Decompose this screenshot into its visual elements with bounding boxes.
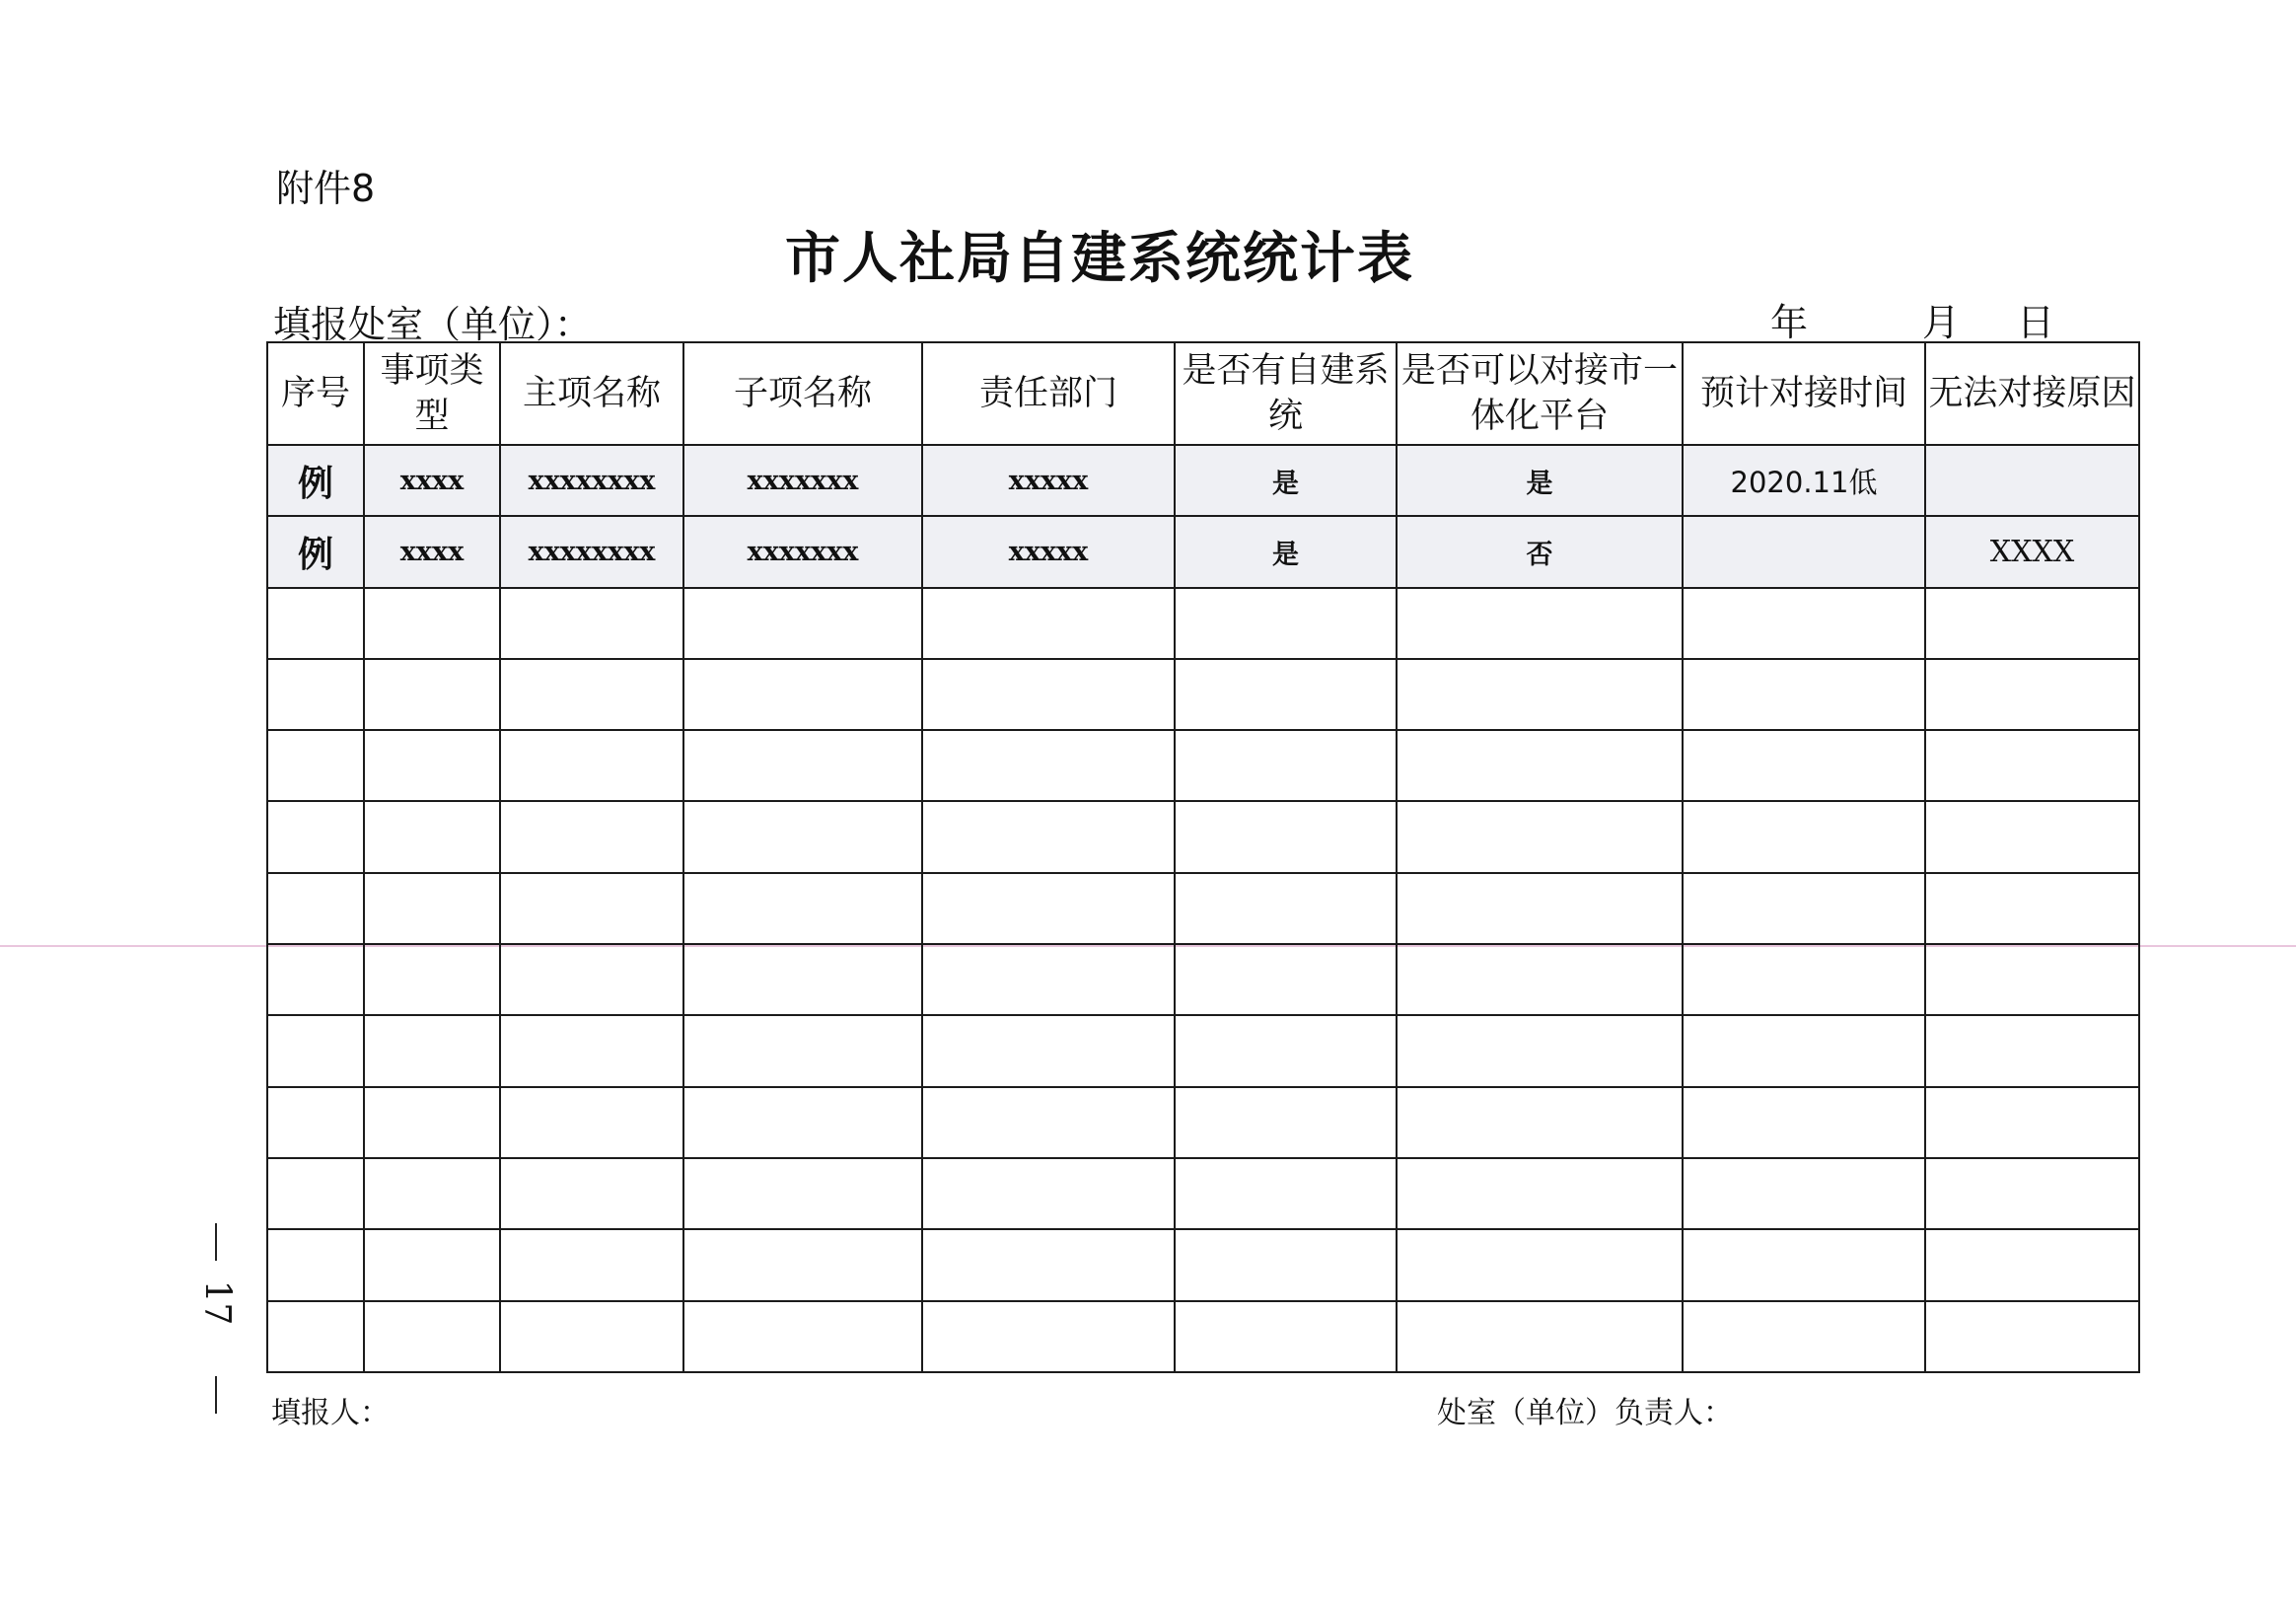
blank-cell-reason[interactable] <box>1925 1229 2139 1300</box>
blank-cell-has-system[interactable] <box>1175 873 1397 944</box>
column-header-index: 序号 <box>267 342 364 445</box>
example-row <box>267 516 2139 587</box>
blank-cell-sub-item[interactable] <box>683 1229 922 1300</box>
cell-planned-time: 2020.11低 <box>1683 445 1925 516</box>
blank-cell-reason[interactable] <box>1925 1087 2139 1158</box>
cell-main-item: xxxxxxxx <box>500 445 683 516</box>
blank-cell-can-connect[interactable] <box>1397 1301 1683 1372</box>
blank-cell-reason[interactable] <box>1925 588 2139 659</box>
column-header-reason: 无法对接原因 <box>1925 342 2139 445</box>
blank-cell-can-connect[interactable] <box>1397 1087 1683 1158</box>
blank-cell-has-system[interactable] <box>1175 944 1397 1015</box>
blank-cell-item-type[interactable] <box>364 659 500 730</box>
date-year: 年 <box>1770 301 1809 344</box>
table-row <box>267 659 2139 730</box>
blank-cell-reason[interactable] <box>1925 659 2139 730</box>
blank-cell-main-item[interactable] <box>500 659 683 730</box>
blank-cell-planned-time[interactable] <box>1683 873 1925 944</box>
blank-cell-has-system[interactable] <box>1175 730 1397 801</box>
blank-cell-can-connect[interactable] <box>1397 1015 1683 1086</box>
page-number-text: 17 <box>196 1279 238 1326</box>
blank-cell-item-type[interactable] <box>364 1015 500 1086</box>
column-header-main-item: 主项名称 <box>500 342 683 445</box>
table-row <box>267 1229 2139 1300</box>
date-day: 日 <box>2017 301 2055 344</box>
blank-cell-item-type[interactable] <box>364 1087 500 1158</box>
blank-cell-sub-item[interactable] <box>683 873 922 944</box>
blank-cell-sub-item[interactable] <box>683 730 922 801</box>
column-header-sub-item: 子项名称 <box>683 342 922 445</box>
blank-cell-has-system[interactable] <box>1175 1301 1397 1372</box>
blank-cell-index[interactable] <box>267 944 364 1015</box>
blank-cell-can-connect[interactable] <box>1397 1158 1683 1229</box>
blank-cell-department[interactable] <box>922 659 1175 730</box>
cell-can-connect: 是 <box>1397 445 1683 516</box>
blank-cell-department[interactable] <box>922 588 1175 659</box>
blank-cell-main-item[interactable] <box>500 1229 683 1300</box>
blank-cell-sub-item[interactable] <box>683 588 922 659</box>
fill-department-label: 填报处室（单位）： <box>273 303 593 346</box>
date-line <box>1770 292 2054 346</box>
blank-cell-index[interactable] <box>267 1158 364 1229</box>
blank-cell-sub-item[interactable] <box>683 1301 922 1372</box>
column-header-can-connect: 是否可以对接市一体化平台 <box>1397 342 1683 445</box>
blank-cell-item-type[interactable] <box>364 1229 500 1300</box>
blank-cell-planned-time[interactable] <box>1683 1015 1925 1086</box>
blank-cell-item-type[interactable] <box>364 944 500 1015</box>
blank-cell-item-type[interactable] <box>364 588 500 659</box>
blank-cell-main-item[interactable] <box>500 944 683 1015</box>
blank-cell-sub-item[interactable] <box>683 944 922 1015</box>
blank-cell-has-system[interactable] <box>1175 588 1397 659</box>
cell-has-system: 是 <box>1175 516 1397 587</box>
blank-cell-planned-time[interactable] <box>1683 659 1925 730</box>
column-header-department: 责任部门 <box>922 342 1175 445</box>
cell-planned-time <box>1683 516 1925 587</box>
cell-index: 例 <box>267 516 364 587</box>
table-row <box>267 1301 2139 1372</box>
blank-cell-sub-item[interactable] <box>683 659 922 730</box>
blank-cell-can-connect[interactable] <box>1397 801 1683 872</box>
blank-cell-index[interactable] <box>267 588 364 659</box>
blank-cell-can-connect[interactable] <box>1397 730 1683 801</box>
blank-cell-has-system[interactable] <box>1175 1158 1397 1229</box>
blank-cell-main-item[interactable] <box>500 1158 683 1229</box>
cell-department: xxxxx <box>922 516 1175 587</box>
blank-cell-index[interactable] <box>267 1229 364 1300</box>
blank-cell-department[interactable] <box>922 1229 1175 1300</box>
blank-cell-department[interactable] <box>922 1158 1175 1229</box>
blank-cell-has-system[interactable] <box>1175 1229 1397 1300</box>
cell-reason: XXXX <box>1925 516 2139 587</box>
blank-cell-index[interactable] <box>267 1301 364 1372</box>
cell-sub-item: xxxxxxx <box>683 445 922 516</box>
blank-cell-planned-time[interactable] <box>1683 944 1925 1015</box>
blank-cell-has-system[interactable] <box>1175 659 1397 730</box>
statistics-table <box>266 341 2140 1373</box>
table-row <box>267 1158 2139 1229</box>
page-number-dash <box>215 1376 217 1414</box>
blank-cell-department[interactable] <box>922 1015 1175 1086</box>
blank-cell-planned-time[interactable] <box>1683 1301 1925 1372</box>
blank-cell-can-connect[interactable] <box>1397 659 1683 730</box>
blank-cell-index[interactable] <box>267 730 364 801</box>
blank-cell-has-system[interactable] <box>1175 1015 1397 1086</box>
responsible-label: 处室（单位）负责人： <box>1437 1396 1733 1430</box>
blank-cell-planned-time[interactable] <box>1683 801 1925 872</box>
cell-main-item: xxxxxxxx <box>500 516 683 587</box>
blank-cell-department[interactable] <box>922 1087 1175 1158</box>
table-row <box>267 1015 2139 1086</box>
column-header-item-type: 事项类型 <box>364 342 500 445</box>
blank-cell-reason[interactable] <box>1925 730 2139 801</box>
blank-cell-reason[interactable] <box>1925 1301 2139 1372</box>
blank-cell-main-item[interactable] <box>500 1087 683 1158</box>
cell-reason <box>1925 445 2139 516</box>
table-row <box>267 1087 2139 1158</box>
cell-has-system: 是 <box>1175 445 1397 516</box>
blank-cell-index[interactable] <box>267 659 364 730</box>
blank-cell-can-connect[interactable] <box>1397 588 1683 659</box>
blank-cell-planned-time[interactable] <box>1683 588 1925 659</box>
blank-cell-item-type[interactable] <box>364 1158 500 1229</box>
blank-cell-planned-time[interactable] <box>1683 1229 1925 1300</box>
cell-item-type: xxxx <box>364 516 500 587</box>
blank-cell-has-system[interactable] <box>1175 1087 1397 1158</box>
blank-cell-main-item[interactable] <box>500 873 683 944</box>
blank-cell-department[interactable] <box>922 873 1175 944</box>
blank-cell-item-type[interactable] <box>364 730 500 801</box>
page-title: 市人社局自建系统统计表 <box>785 226 1414 291</box>
blank-cell-can-connect[interactable] <box>1397 944 1683 1015</box>
blank-cell-reason[interactable] <box>1925 873 2139 944</box>
blank-cell-reason[interactable] <box>1925 1015 2139 1086</box>
blank-cell-can-connect[interactable] <box>1397 873 1683 944</box>
blank-cell-department[interactable] <box>922 730 1175 801</box>
blank-cell-item-type[interactable] <box>364 1301 500 1372</box>
table-row <box>267 730 2139 801</box>
blank-cell-main-item[interactable] <box>500 588 683 659</box>
blank-cell-sub-item[interactable] <box>683 1158 922 1229</box>
blank-cell-department[interactable] <box>922 801 1175 872</box>
blank-cell-reason[interactable] <box>1925 944 2139 1015</box>
blank-cell-main-item[interactable] <box>500 1301 683 1372</box>
blank-cell-planned-time[interactable] <box>1683 1158 1925 1229</box>
table-row <box>267 801 2139 872</box>
cell-item-type: xxxx <box>364 445 500 516</box>
blank-cell-index[interactable] <box>267 1087 364 1158</box>
blank-cell-main-item[interactable] <box>500 1015 683 1086</box>
cell-sub-item: xxxxxxx <box>683 516 922 587</box>
column-header-planned-time: 预计对接时间 <box>1683 342 1925 445</box>
blank-cell-index[interactable] <box>267 801 364 872</box>
blank-cell-planned-time[interactable] <box>1683 730 1925 801</box>
blank-cell-index[interactable] <box>267 873 364 944</box>
blank-cell-index[interactable] <box>267 1015 364 1086</box>
blank-cell-reason[interactable] <box>1925 801 2139 872</box>
blank-cell-has-system[interactable] <box>1175 801 1397 872</box>
blank-cell-sub-item[interactable] <box>683 801 922 872</box>
blank-cell-sub-item[interactable] <box>683 1015 922 1086</box>
blank-cell-item-type[interactable] <box>364 873 500 944</box>
blank-cell-department[interactable] <box>922 944 1175 1015</box>
blank-cell-can-connect[interactable] <box>1397 1229 1683 1300</box>
blank-cell-reason[interactable] <box>1925 1158 2139 1229</box>
blank-cell-planned-time[interactable] <box>1683 1087 1925 1158</box>
example-row <box>267 445 2139 516</box>
blank-cell-main-item[interactable] <box>500 730 683 801</box>
filler-label: 填报人： <box>271 1396 390 1430</box>
table-header-row <box>267 342 2139 445</box>
column-header-has-system: 是否有自建系统 <box>1175 342 1397 445</box>
table-row <box>267 873 2139 944</box>
cell-department: xxxxx <box>922 445 1175 516</box>
blank-cell-item-type[interactable] <box>364 801 500 872</box>
cell-index: 例 <box>267 445 364 516</box>
blank-cell-sub-item[interactable] <box>683 1087 922 1158</box>
table-row <box>267 588 2139 659</box>
cell-can-connect: 否 <box>1397 516 1683 587</box>
blank-cell-main-item[interactable] <box>500 801 683 872</box>
date-month: 月 <box>1922 301 1961 344</box>
attachment-label: 附件8 <box>276 167 376 210</box>
blank-cell-department[interactable] <box>922 1301 1175 1372</box>
table-row <box>267 944 2139 1015</box>
page-number <box>187 1223 247 1381</box>
